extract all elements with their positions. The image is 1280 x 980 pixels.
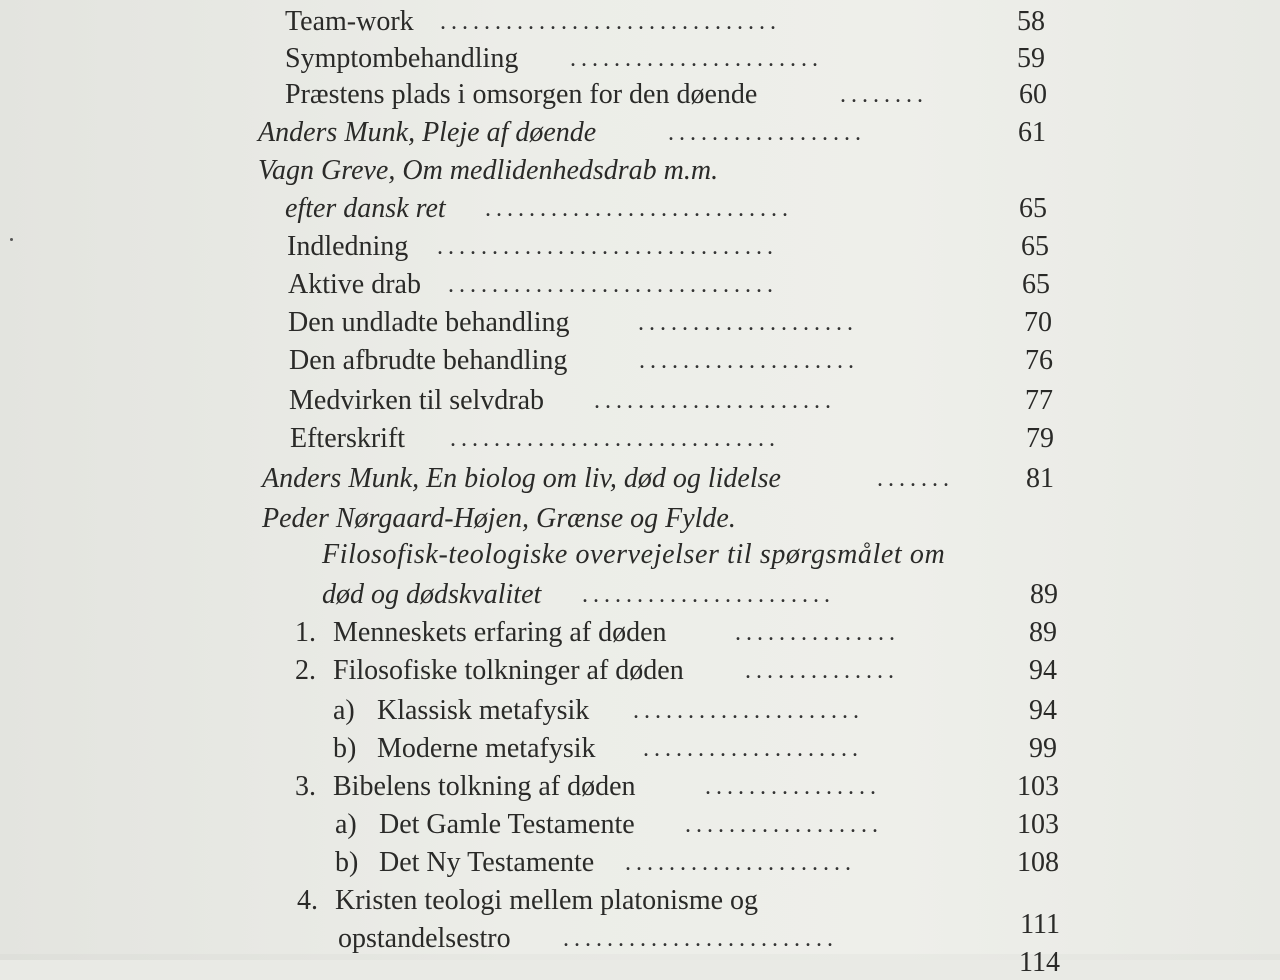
- toc-page-number: 103: [1017, 771, 1059, 802]
- toc-entry-peder-norgaard-hojen: [262, 502, 1054, 536]
- toc-entry-title: Indledning: [287, 231, 409, 262]
- toc-entry-title: Klassisk metafysik: [377, 695, 590, 726]
- toc-entry-kristen-teologi: [297, 884, 1061, 918]
- toc-entry-dod-og-dodskvalitet: [322, 578, 1058, 612]
- dot-leader: ..................: [685, 812, 883, 838]
- toc-entry-title: Team-work: [285, 6, 414, 37]
- dot-leader: .......: [877, 466, 954, 492]
- toc-entry-title: opstandelsestro: [338, 923, 511, 954]
- toc-page-number: 103: [1017, 809, 1059, 840]
- toc-page-number: 89: [1030, 579, 1058, 610]
- dot-leader: .....................: [633, 698, 864, 724]
- toc-entry-title: død og dødskvalitet: [322, 579, 542, 610]
- toc-entry-efter-dansk-ret: [285, 192, 1047, 226]
- toc-entry-medvirken-til-selvdrab: [289, 384, 1053, 418]
- toc-page-number: 79: [1026, 423, 1054, 454]
- dot-leader: ..............................: [448, 272, 778, 298]
- page-speck: [10, 238, 13, 241]
- toc-entry-den-undladte-behandling: [288, 306, 1052, 340]
- toc-page-number: 65: [1021, 231, 1049, 262]
- toc-entry-title: Vagn Greve, Om medlidenhedsdrab m.m.: [258, 155, 719, 186]
- toc-entry-filosofisk-teologiske: [322, 538, 1012, 572]
- toc-page-number: 60: [1019, 79, 1047, 110]
- toc-entry-det-gamle-testamente: [335, 808, 1059, 842]
- toc-entry-title: Anders Munk, Pleje af døende: [258, 117, 597, 148]
- toc-entry-title: Medvirken til selvdrab: [289, 385, 545, 416]
- toc-entry-number: 2.: [295, 655, 316, 686]
- toc-entry-symptombehandling: [285, 42, 1045, 76]
- toc-entry-title: Peder Nørgaard-Højen, Grænse og Fylde.: [262, 503, 736, 534]
- dot-leader: ................: [705, 774, 881, 800]
- toc-entry-title: Bibelens tolkning af døden: [333, 771, 636, 802]
- toc-page-number: 81: [1026, 463, 1054, 494]
- dot-leader: ..............................: [450, 426, 780, 452]
- toc-entry-title: Aktive drab: [288, 269, 421, 300]
- toc-entry-moderne-metafysik: [333, 732, 1057, 766]
- toc-entry-praestens-plads: [285, 78, 1047, 112]
- toc-entry-title: Anders Munk, En biolog om liv, død og lidelse: [262, 463, 781, 494]
- toc-page-number: 89: [1029, 617, 1057, 648]
- toc-entry-number: a): [335, 809, 357, 840]
- toc-entry-title: Præstens plads i omsorgen for den døende: [285, 79, 758, 110]
- toc-page-number: 59: [1017, 43, 1045, 74]
- toc-entry-anders-munk-biolog: [262, 462, 1054, 496]
- toc-entry-det-ny-testamente: [335, 846, 1059, 880]
- toc-entry-team-work: [285, 5, 1045, 39]
- toc-entry-opstandelsestro: [338, 909, 1060, 956]
- dot-leader: ....................: [639, 348, 859, 374]
- dot-leader: ..............: [745, 658, 899, 684]
- dot-leader: .....................: [625, 850, 856, 876]
- toc-entry-title: Det Ny Testamente: [379, 847, 595, 878]
- toc-page-number: 94: [1029, 655, 1057, 686]
- dot-leader: ....................: [643, 736, 863, 762]
- dot-leader: ............................: [485, 196, 793, 222]
- toc-entry-number: b): [333, 733, 357, 764]
- toc-entry-menneskets-erfaring: [295, 616, 1057, 650]
- toc-page-number: 65: [1022, 269, 1050, 300]
- toc-entry-title: Det Gamle Testamente: [379, 809, 635, 840]
- page-shadow: [0, 954, 1280, 960]
- toc-entry-filosofiske-tolkninger: [295, 654, 1057, 688]
- toc-entry-title: Efterskrift: [290, 423, 406, 454]
- toc-entry-vagn-greve: [258, 154, 1046, 188]
- toc-entry-title: Filosofiske tolkninger af døden: [333, 655, 684, 686]
- dot-leader: ........: [840, 82, 928, 108]
- toc-entry-title: Menneskets erfaring af døden: [333, 617, 667, 648]
- toc-entry-number: 1.: [295, 617, 316, 648]
- toc-page-number: 114: [1019, 947, 1060, 978]
- dot-leader: ......................: [594, 388, 836, 414]
- toc-entry-title: efter dansk ret: [285, 193, 446, 224]
- dot-leader: .......................: [582, 582, 835, 608]
- toc-page-number: 61: [1018, 117, 1046, 148]
- dot-leader: .........................: [563, 926, 838, 952]
- toc-entry-anders-munk-pleje: [258, 116, 1046, 150]
- toc-page-number: 65: [1019, 193, 1047, 224]
- toc-entry-den-afbrudte-behandling: [289, 344, 1053, 378]
- dot-leader: ...............................: [440, 9, 781, 35]
- toc-entry-aktive-drab: [288, 268, 1050, 302]
- toc-page-number: 94: [1029, 695, 1057, 726]
- dot-leader: ..................: [668, 120, 866, 146]
- toc-page-number: 111: [1020, 909, 1060, 940]
- dot-leader: ...............................: [437, 234, 778, 260]
- toc-page-number: 76: [1025, 345, 1053, 376]
- dot-leader: ...............: [735, 620, 900, 646]
- toc-page-number: 70: [1024, 307, 1052, 338]
- toc-entry-title: Kristen teologi mellem platonisme og: [335, 885, 759, 916]
- toc-entry-title: Den undladte behandling: [288, 307, 570, 338]
- toc-entry-title: Den afbrudte behandling: [289, 345, 568, 376]
- toc-page-number: 99: [1029, 733, 1057, 764]
- toc-entry-number: b): [335, 847, 359, 878]
- toc-page-number: 58: [1017, 6, 1045, 37]
- toc-entry-number: 3.: [295, 771, 316, 802]
- toc-entry-efterskrift: [290, 422, 1054, 456]
- dot-leader: ....................: [638, 310, 858, 336]
- toc-entry-number: 4.: [297, 885, 318, 916]
- dot-leader: .......................: [570, 46, 823, 72]
- toc-page-number: 108: [1017, 847, 1059, 878]
- toc-entry-title: Symptombehandling: [285, 43, 519, 74]
- toc-entry-number: a): [333, 695, 355, 726]
- toc-entry-klassisk-metafysik: [333, 694, 1057, 728]
- toc-entry-title: Filosofisk-teologiske overvejelser til spørgsmålet om: [322, 539, 946, 570]
- toc-entry-title: Moderne metafysik: [377, 733, 596, 764]
- toc-entry-bibelens-tolkning: [295, 770, 1059, 804]
- toc-page-number: 77: [1025, 385, 1053, 416]
- toc-entry-indledning: [287, 230, 1049, 264]
